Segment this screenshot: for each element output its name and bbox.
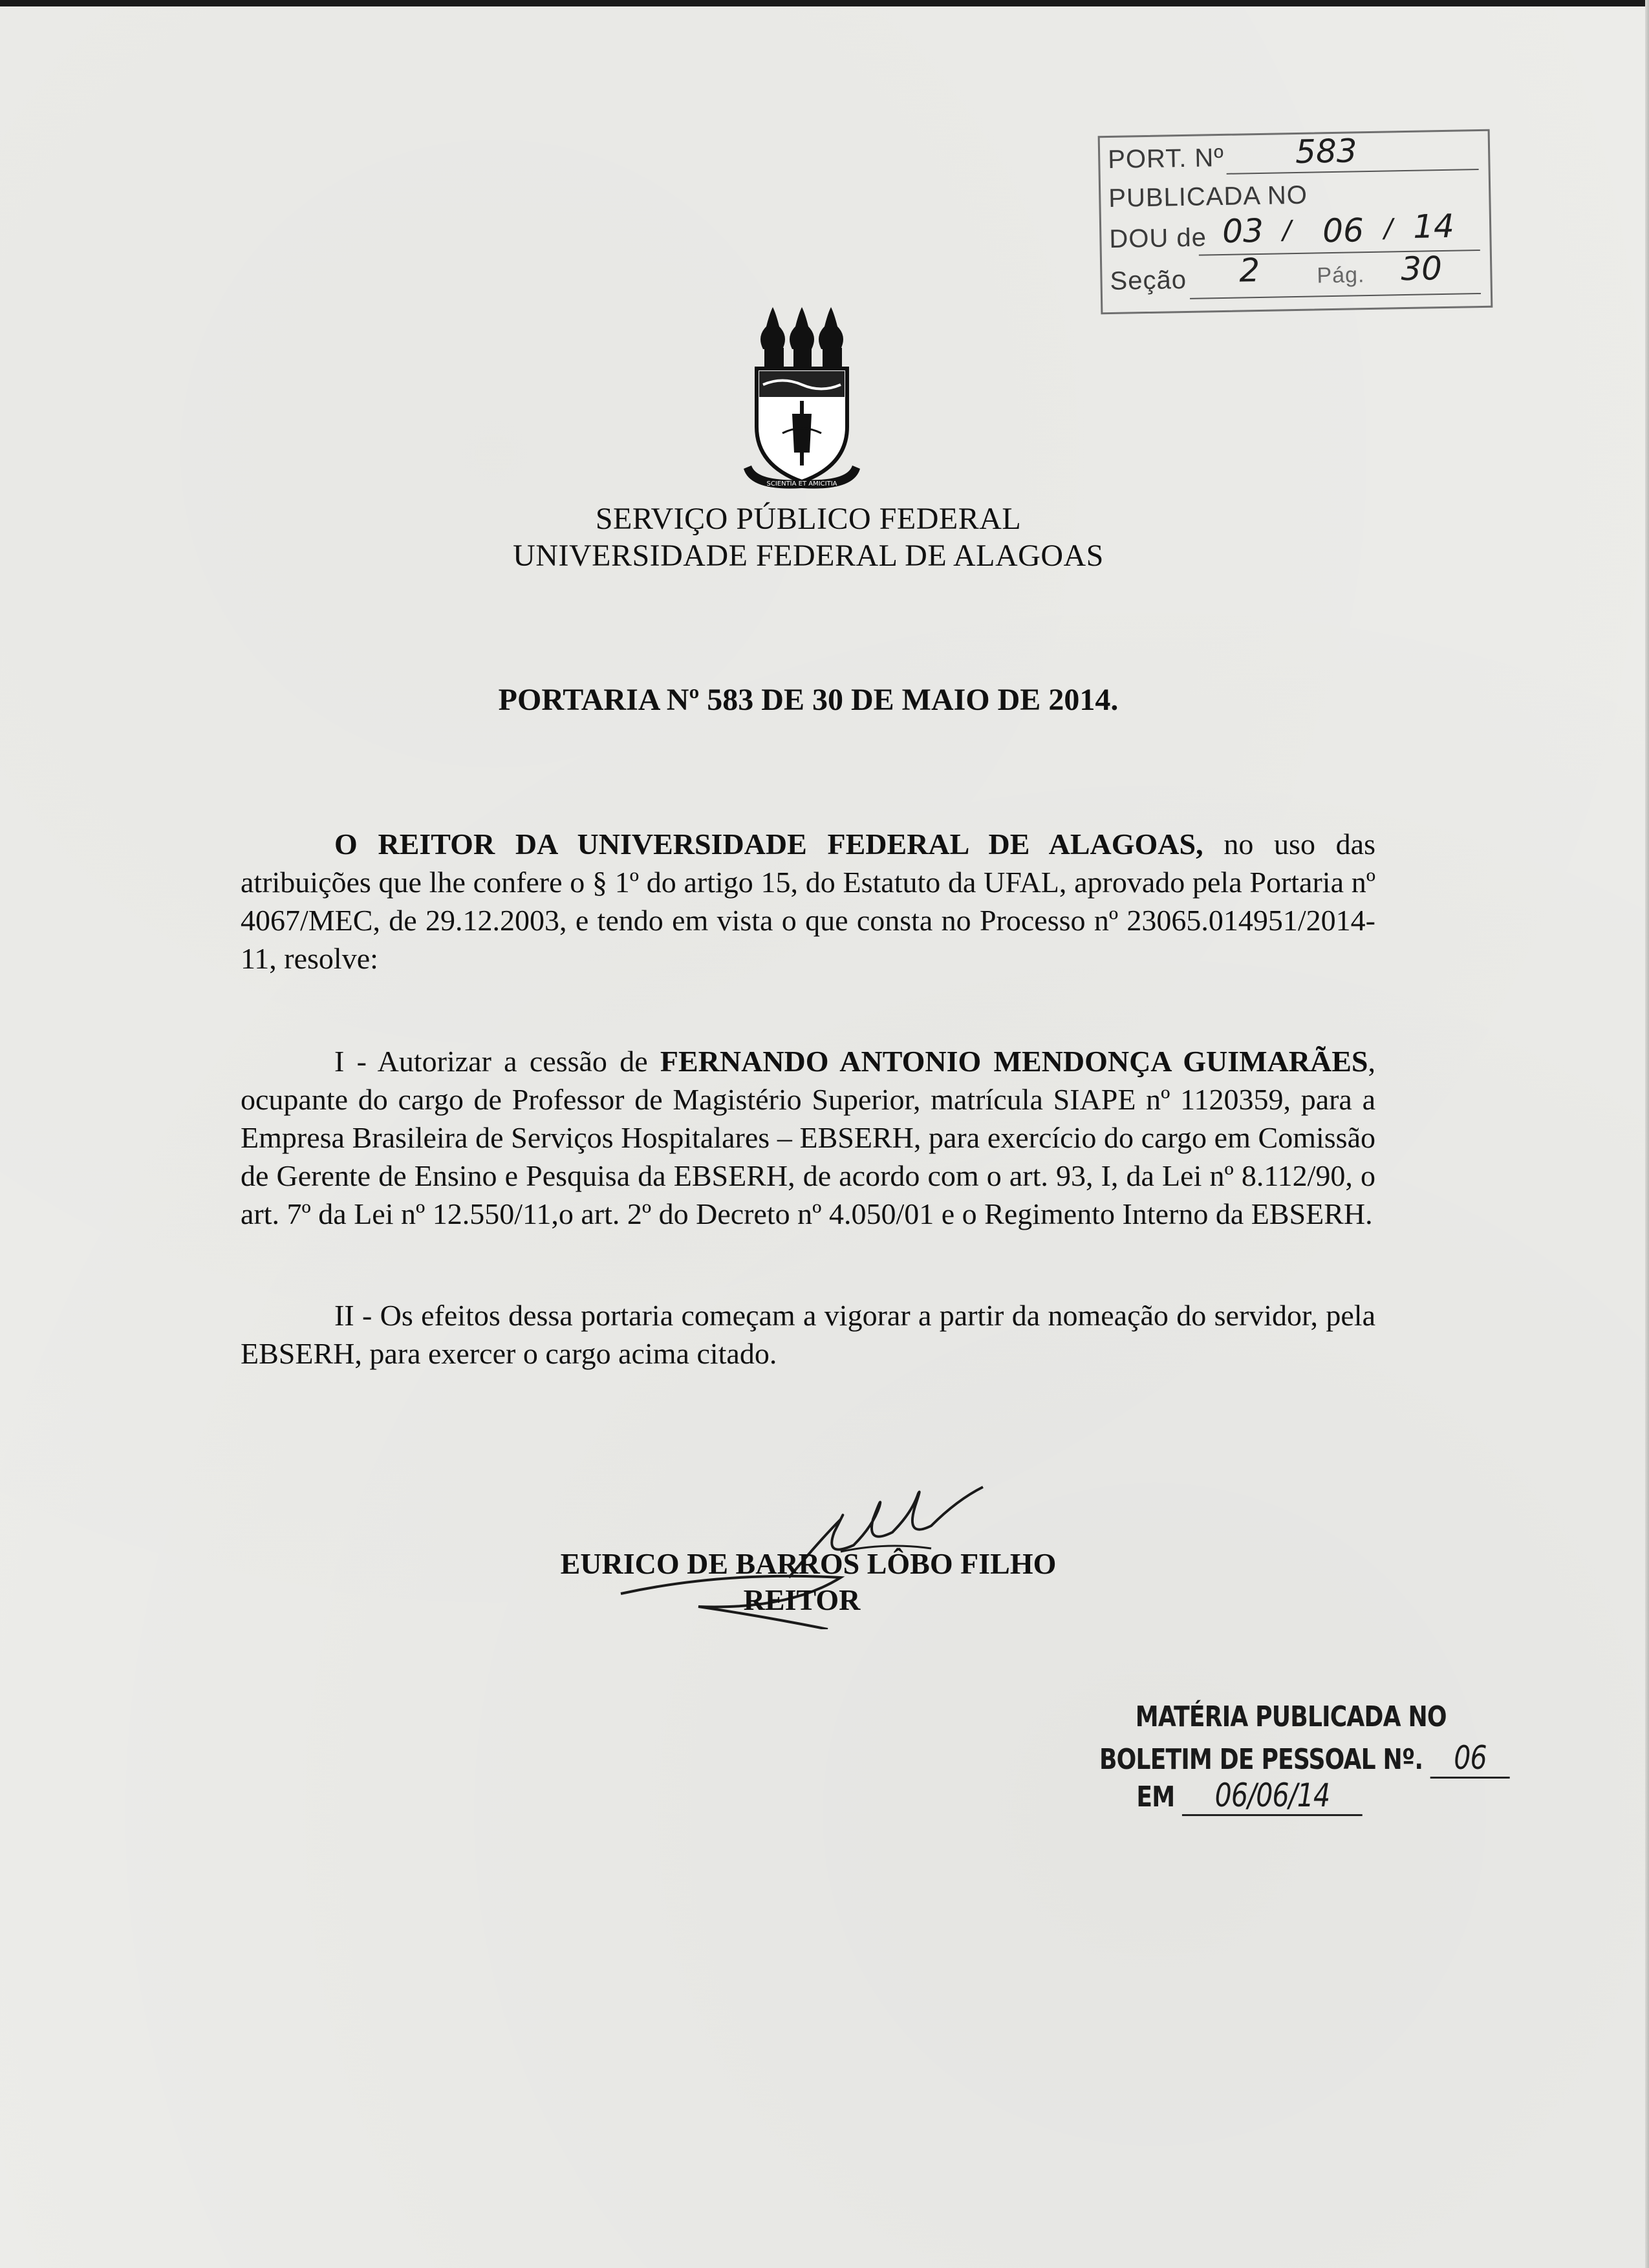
stamp-port-row — [1107, 132, 1358, 184]
item-1-text: , ocupante do cargo de Professor de Magistério Superior, matrícula SIAPE nº 1120359, para a Empresa Brasileira de Serviços Hospitalares – EBSERH, para exercício do cargo em Comissão de Gerente de Ensino e Pesquisa da EBSERH, de acordo com o art. 93, I, da Lei nº 8.112/90, o art. 7º da Lei nº 12.550/11,o art. 2º do Decreto nº 4.050/01 e o Regimento Interno da EBSERH. — [241, 1045, 1375, 1230]
stamp-dou-year: 14 — [1412, 207, 1455, 246]
preamble-paragraph — [241, 825, 1375, 978]
boletim-label: BOLETIM DE PESSOAL Nº. — [1099, 1743, 1423, 1776]
header-service: SERVIÇO PÚBLICO FEDERAL — [595, 502, 1022, 536]
item-1-name: FERNANDO ANTONIO MENDONÇA GUIMARÃES — [660, 1045, 1368, 1078]
boletim-date: 06/06/14 — [1182, 1777, 1363, 1816]
stamp-publicada-row — [1108, 181, 1308, 223]
item-2-paragraph: II - Os efeitos dessa portaria começam a vigorar a partir da nomeação do servidor, pela EBSERH, para exercer o cargo acima citado. — [241, 1299, 1375, 1370]
scan-top-edge — [0, 0, 1649, 6]
portaria-title: PORTARIA Nº 583 DE 30 DE MAIO DE 2014. — [498, 683, 1119, 717]
stamp-publicada-label: PUBLICADA NO — [1108, 180, 1308, 213]
crest-motto: SCIENTIA ET AMICITIA — [766, 480, 837, 487]
stamp-dou-month: 06 — [1322, 211, 1364, 250]
boletim-number: 06 — [1430, 1739, 1510, 1779]
preamble-lead: O REITOR DA UNIVERSIDADE FEDERAL DE ALAGOAS, — [334, 828, 1203, 861]
stamp-port-label: PORT. Nº — [1107, 143, 1225, 175]
preamble-text: no uso das atribuições que lhe confere o § 1º do artigo 15, do Estatuto da UFAL, aprovado pela Portaria nº 4067/MEC, de 29.12.2003, e tendo em vista o que consta no Processo nº 23065.014951/2014-11, resolve: — [241, 828, 1375, 975]
signatory-role: REITOR — [743, 1583, 861, 1616]
stamp-dou-label: DOU de — [1109, 223, 1207, 254]
boletim-line-2 — [1099, 1739, 1510, 1779]
signatory-name: EURICO DE BARROS LÔBO FILHO — [560, 1547, 1057, 1580]
stamp-port-value: 583 — [1295, 132, 1358, 171]
stamp-secao-row — [1110, 250, 1443, 306]
stamp-secao-value: 2 — [1238, 251, 1260, 290]
item-1-paragraph — [241, 1042, 1375, 1233]
stamp-pag-value: 30 — [1400, 250, 1443, 288]
item-1-lead: I - Autorizar a cessão de — [334, 1045, 660, 1078]
stamp-dou-day: 03 — [1222, 211, 1264, 250]
stamp-secao-label: Seção — [1110, 265, 1187, 296]
stamp-dou-row: DOU de 03 / 06 / 14 — [1109, 207, 1455, 254]
ufal-crest-emblem — [737, 304, 867, 498]
header-university: UNIVERSIDADE FEDERAL DE ALAGOAS — [513, 539, 1104, 573]
boletim-line-1: MATÉRIA PUBLICADA NO — [1135, 1700, 1447, 1733]
stamp-pag-label: Pág. — [1317, 262, 1365, 288]
boletim-date-label: EM — [1136, 1781, 1175, 1813]
scan-right-edge — [1645, 0, 1649, 2268]
boletim-line-3 — [1136, 1777, 1362, 1816]
dou-publication-stamp — [1098, 129, 1493, 315]
